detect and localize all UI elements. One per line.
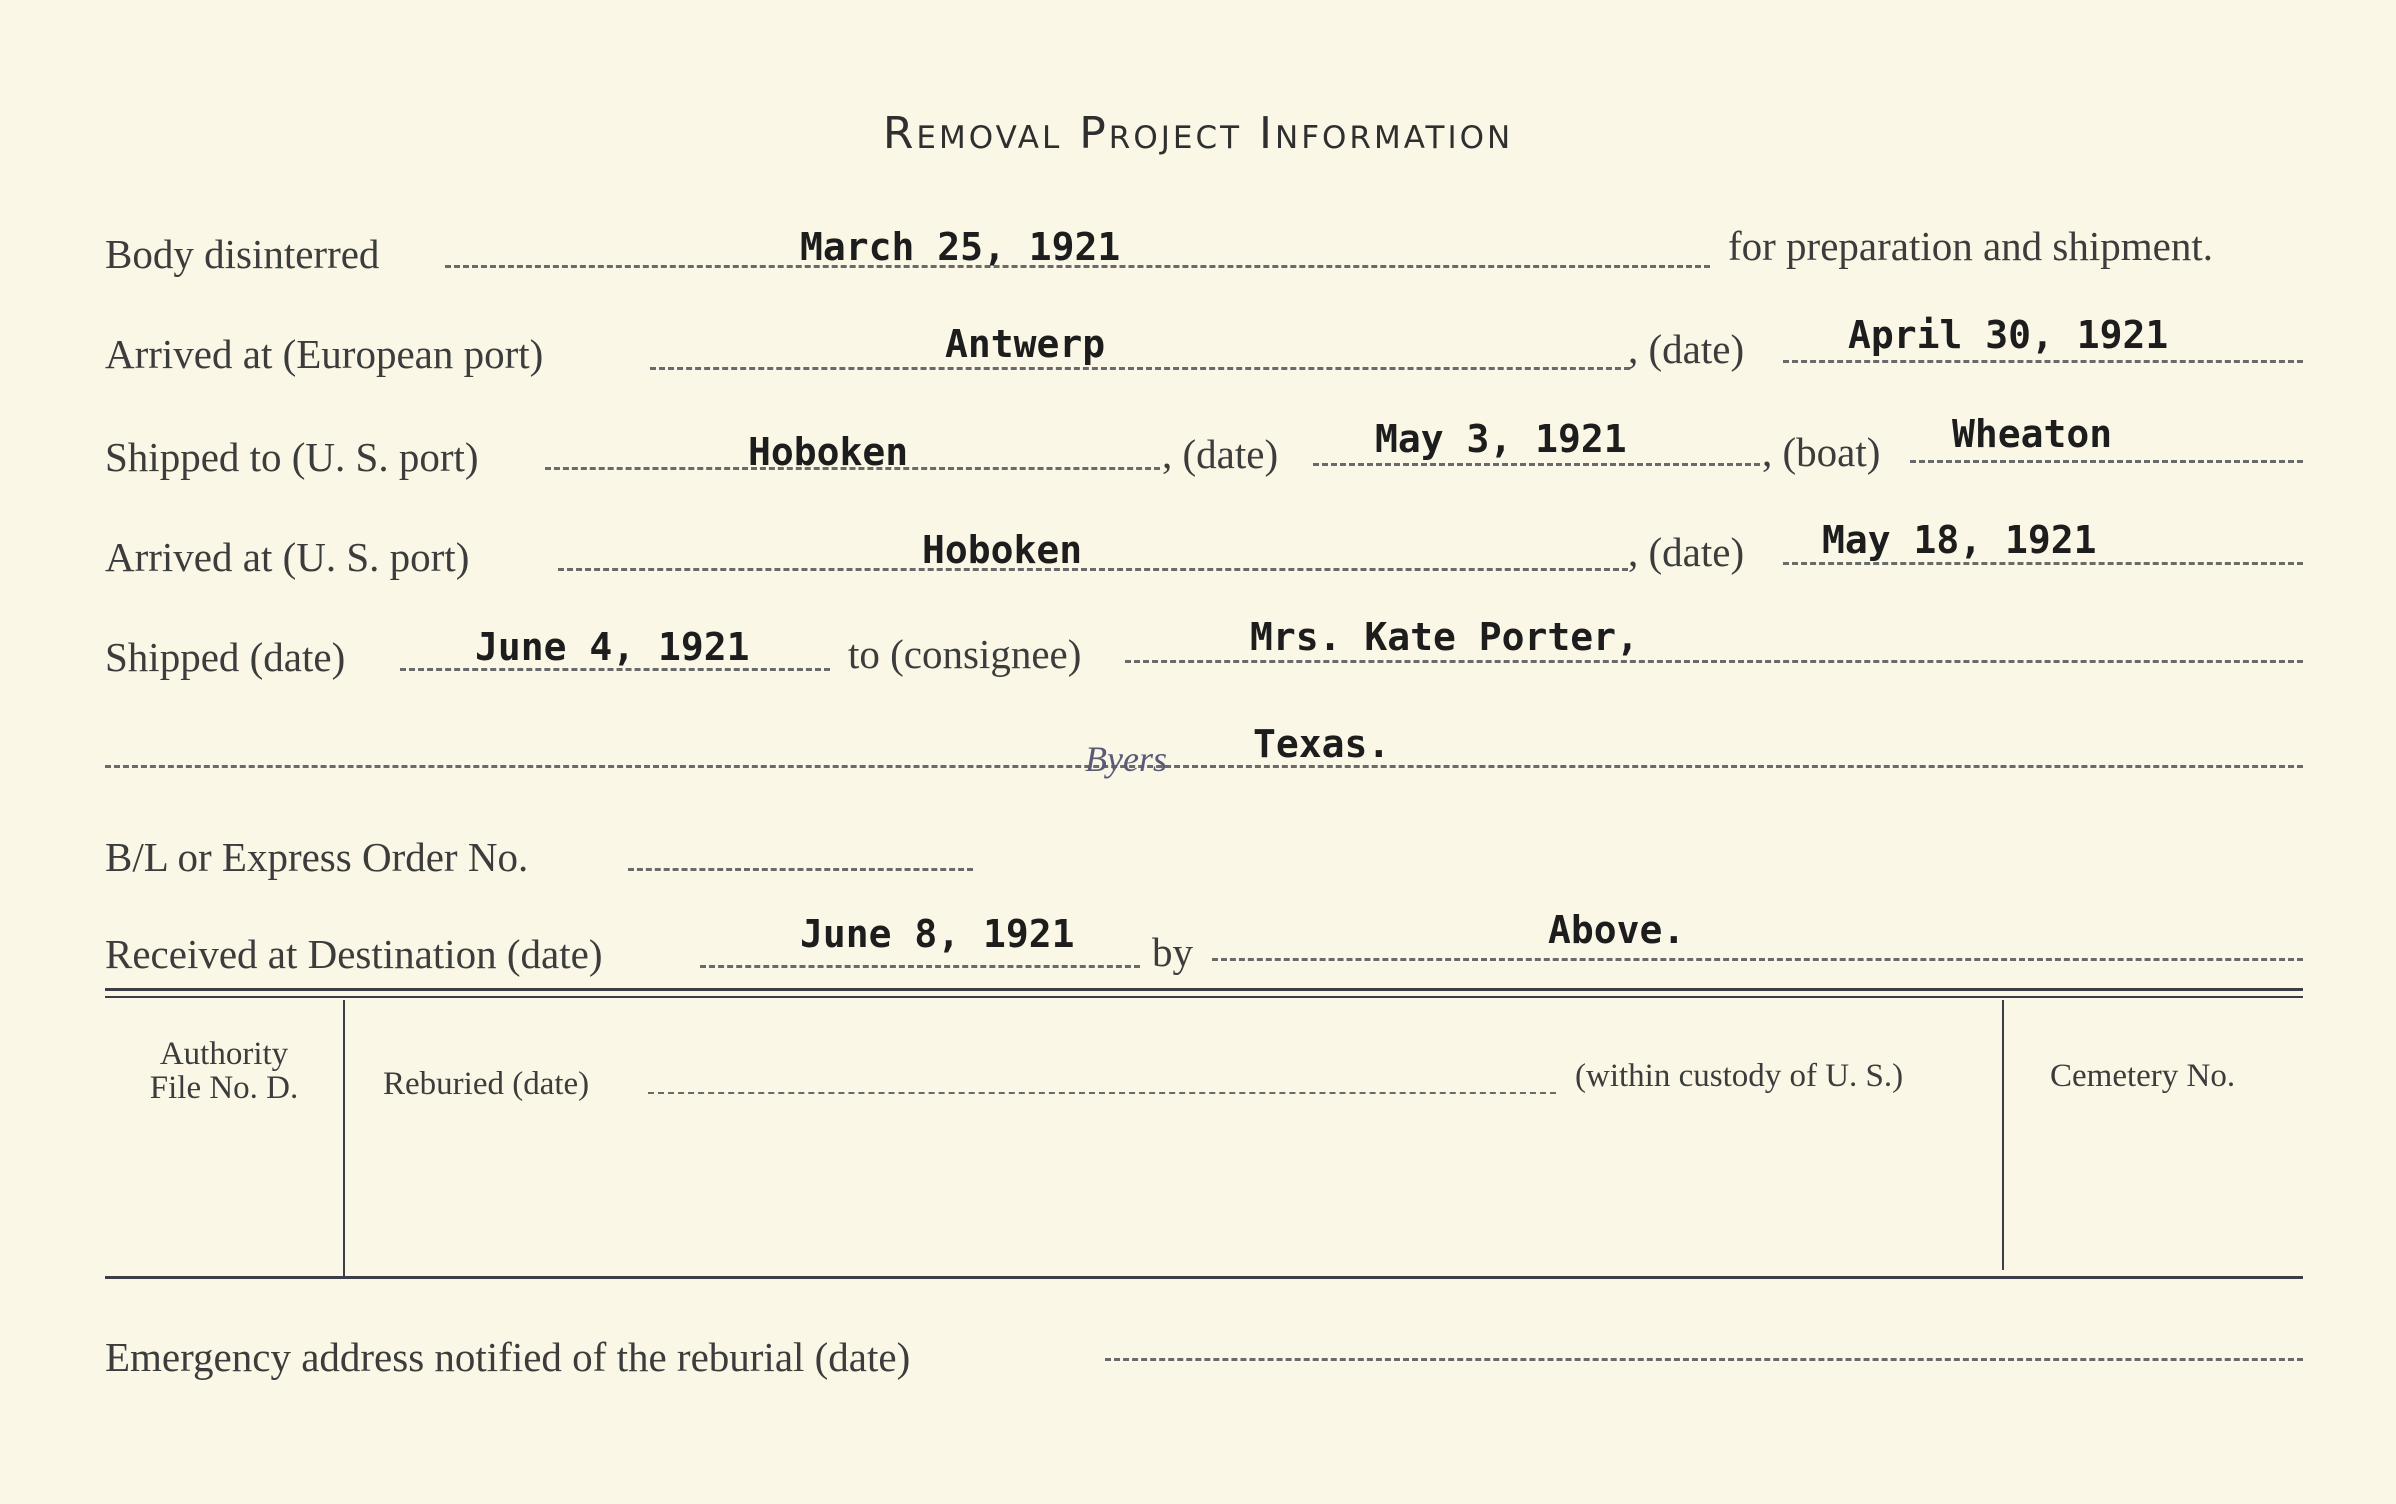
shipped-us-boat-value: Wheaton [1952,412,2113,456]
box-bottom-rule [105,1276,2303,1279]
box-top-rule-2 [105,996,2303,998]
arrived-us-date-label: , (date) [1628,529,1745,575]
shipped-us-boat-label: , (boat) [1762,429,1881,475]
shipped-us-port-label: Shipped to (U. S. port) [105,434,479,480]
arrived-us-date-line [1783,562,2303,565]
address-line [105,765,2303,768]
box-divider-right [2002,1000,2004,1270]
authority-label-line2: File No. D. [149,1070,299,1106]
arrived-european-port-value: Antwerp [945,322,1106,366]
consignee-value: Mrs. Kate Porter, [1250,615,1639,659]
received-date-label: Received at Destination (date) [105,931,603,977]
authority-label-line1: Authority [159,1036,289,1072]
bl-order-label: B/L or Express Order No. [105,834,529,880]
box-top-rule-1 [105,988,2303,991]
custody-label: (within custody of U. S.) [1575,1058,1904,1094]
card-title: Removal Project Information [882,108,1514,159]
arrived-european-date-label: , (date) [1628,326,1745,372]
arrived-european-port-label: Arrived at (European port) [105,331,544,377]
shipped-date-label: Shipped (date) [105,634,346,680]
arrived-us-port-value: Hoboken [922,528,1083,572]
shipped-us-port-value: Hoboken [748,430,909,474]
address-state-value: Texas. [1253,722,1391,766]
received-by-label: by [1152,929,1193,975]
consignee-line [1125,660,2303,663]
shipped-us-date-value: May 3, 1921 [1375,417,1627,461]
received-date-value: June 8, 1921 [800,912,1075,956]
arrived-us-date-value: May 18, 1921 [1822,518,2097,562]
body-disinterred-value: March 25, 1921 [800,225,1121,269]
arrived-us-port-line [558,568,1628,571]
received-by-line [1212,958,2303,961]
arrived-european-port-line [650,367,1630,370]
reburied-date-label: Reburied (date) [383,1066,590,1102]
shipped-us-date-label: , (date) [1162,431,1279,477]
emergency-address-label: Emergency address notified of the reburial (date) [105,1334,911,1380]
shipped-us-date-line [1313,463,1760,466]
shipped-date-value: June 4, 1921 [475,625,750,669]
body-disinterred-suffix: for preparation and shipment. [1728,223,2214,269]
received-date-line [700,965,1140,968]
cemetery-no-label: Cemetery No. [2050,1058,2236,1094]
reburied-date-line [648,1092,1556,1094]
body-disinterred-label: Body disinterred [105,231,380,277]
handwritten-town: Byers [1085,739,1167,779]
arrived-european-date-value: April 30, 1921 [1848,313,2169,357]
consignee-label: to (consignee) [848,631,1082,677]
emergency-address-line [1105,1358,2303,1361]
bl-order-line [628,868,973,871]
arrived-european-date-line [1783,360,2303,363]
box-divider-left [343,1000,345,1278]
received-by-value: Above. [1548,908,1686,952]
arrived-us-port-label: Arrived at (U. S. port) [105,534,470,580]
shipped-us-boat-line [1910,460,2303,463]
